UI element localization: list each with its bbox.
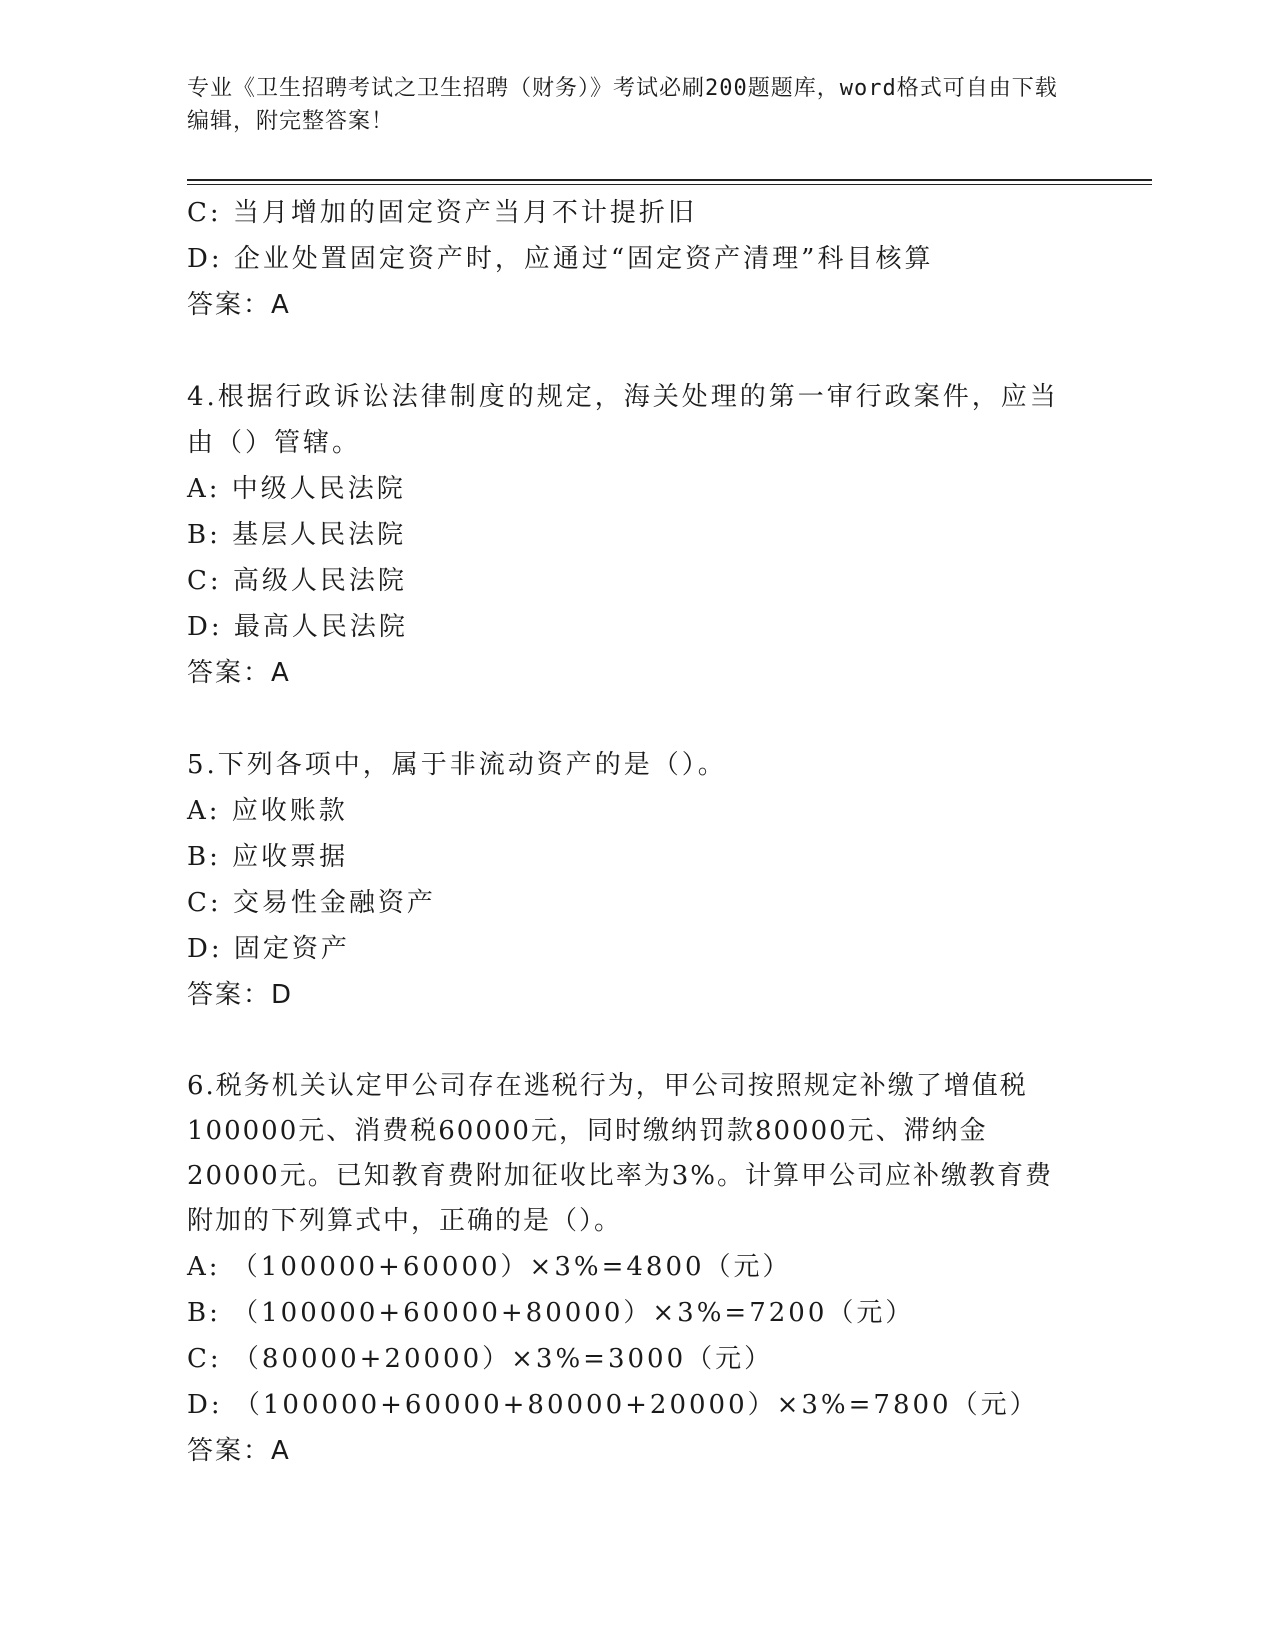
option-d: D: （100000+60000+80000+20000）×3%=7800（元） (187, 1390, 1039, 1420)
option-a: A: 应收账款 (187, 796, 348, 826)
spacer (187, 1018, 1067, 1064)
option-b: B: （100000+60000+80000）×3%=7200（元） (187, 1298, 915, 1328)
option-d: D: 最高人民法院 (187, 612, 408, 642)
question-6 (187, 1064, 1067, 1474)
option-c: C: （80000+20000）×3%=3000（元） (187, 1344, 774, 1374)
answer: 答案：A (187, 658, 291, 688)
question-text: 5.下列各项中，属于非流动资产的是（）。 (187, 750, 727, 780)
spacer (187, 696, 1067, 742)
option-b: B: 应收票据 (187, 842, 349, 872)
option-a: A: （100000+60000）×3%=4800（元） (187, 1252, 792, 1282)
option-c: C: 交易性金融资产 (187, 888, 436, 918)
question-5 (187, 742, 1067, 1018)
question-4 (187, 374, 1067, 696)
question-text: 6.税务机关认定甲公司存在逃税行为，甲公司按照规定补缴了增值税100000元、消费税60000元，同时缴纳罚款80000元、滞纳金20000元。已知教育费附加征收比率为3%。计算甲公司应补缴教育费附加的下列算式中，正确的是（）。 (187, 1071, 1053, 1236)
option-c: C: 当月增加的固定资产当月不计提折旧 (187, 198, 697, 228)
option-b: B: 基层人民法院 (187, 520, 407, 550)
answer: 答案：A (187, 290, 291, 320)
option-d: D: 固定资产 (187, 934, 350, 964)
question-3-tail (187, 190, 1067, 328)
header-rule-thin (187, 184, 1152, 185)
question-text: 4.根据行政诉讼法律制度的规定，海关处理的第一审行政案件，应当由（）管辖。 (187, 382, 1059, 458)
option-d: D: 企业处置固定资产时，应通过“固定资产清理”科目核算 (187, 244, 934, 274)
document-header: 专业《卫生招聘考试之卫生招聘（财务）》考试必刷200题题库，word格式可自由下载编辑，附完整答案！ (187, 76, 1058, 134)
header-rule-thick (187, 179, 1152, 181)
option-a: A: 中级人民法院 (187, 474, 406, 504)
spacer (187, 328, 1067, 374)
option-c: C: 高级人民法院 (187, 566, 407, 596)
answer: 答案：D (187, 980, 294, 1010)
answer: 答案：A (187, 1436, 291, 1466)
document-body (187, 190, 1067, 1474)
